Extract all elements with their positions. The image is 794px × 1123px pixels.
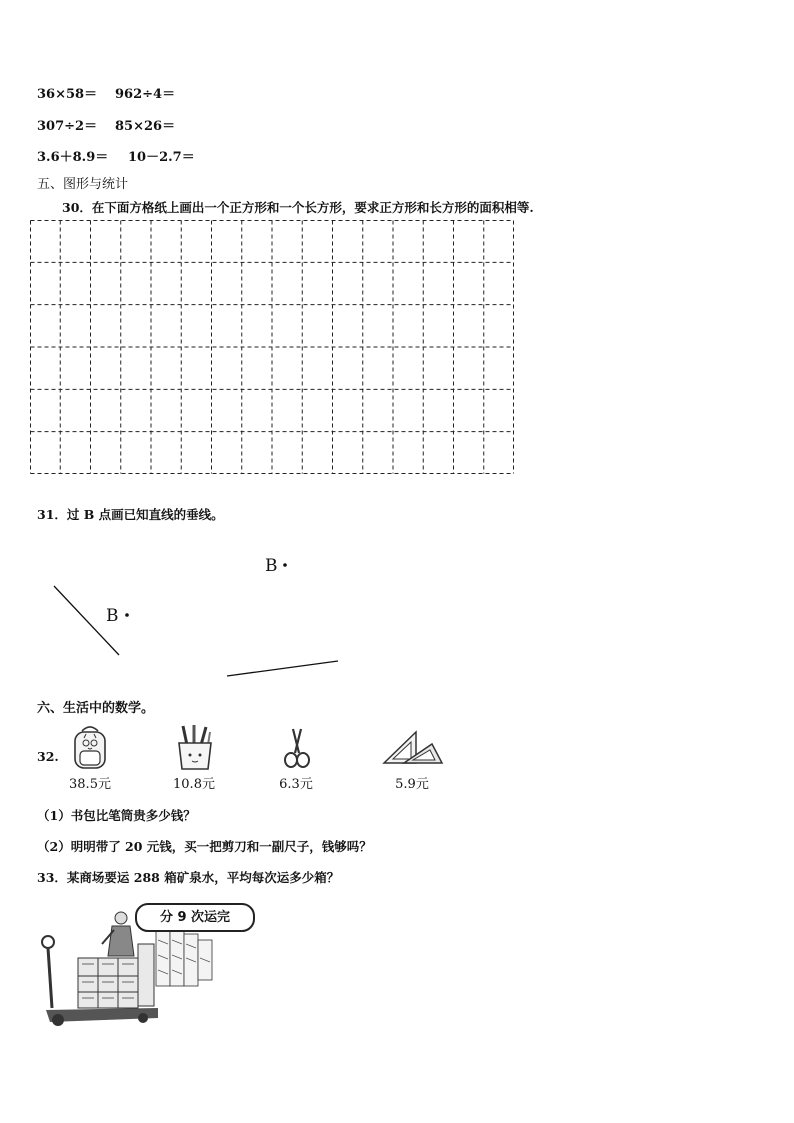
calc-2a: 307÷2＝: [37, 119, 98, 134]
calc-3a: 3.6＋8.9＝: [37, 150, 109, 165]
perpendicular-figure: [40, 550, 360, 690]
question-32-sub1: （1）书包比笔筒贵多少钱？: [37, 808, 196, 823]
section5-title: 五、图形与统计: [37, 177, 129, 192]
calc-3b: 10－2.7＝: [128, 150, 195, 165]
calc-1a: 36×58＝: [37, 87, 98, 102]
section6-title: 六、生活中的数学。: [37, 701, 155, 716]
calc-2b: 85×26＝: [115, 119, 176, 134]
question-31: 31．过 B 点画已知直线的垂线。: [37, 507, 224, 522]
dashed-grid-paper[interactable]: [30, 220, 514, 474]
set-square-icon: [382, 730, 446, 766]
price-set-square: 5.9元: [395, 777, 429, 792]
point-b-2: [125, 613, 129, 617]
pencil-holder-icon: [175, 723, 215, 771]
backpack-icon: [70, 723, 110, 771]
question-33: 33．某商场要运 288 箱矿泉水，平均每次运多少箱？: [37, 870, 340, 885]
point-b-label-1: B: [265, 556, 278, 576]
question-32-number: 32.: [37, 749, 59, 764]
price-pencil-holder: 10.8元: [173, 777, 215, 792]
price-backpack: 38.5元: [69, 777, 111, 792]
price-scissors: 6.3元: [279, 777, 313, 792]
calc-1b: 962÷4＝: [115, 87, 176, 102]
scissors-icon: [282, 727, 312, 769]
point-b-label-2: B: [106, 606, 119, 626]
question-32-sub2: （2）明明带了 20 元钱，买一把剪刀和一副尺子，钱够吗？: [37, 839, 372, 854]
given-line-2: [227, 661, 338, 676]
speech-bubble: 分 9 次运完: [135, 903, 255, 932]
point-b-1: [283, 563, 287, 567]
question-30: 30．在下面方格纸上画出一个正方形和一个长方形，要求正方形和长方形的面积相等.: [62, 200, 534, 215]
